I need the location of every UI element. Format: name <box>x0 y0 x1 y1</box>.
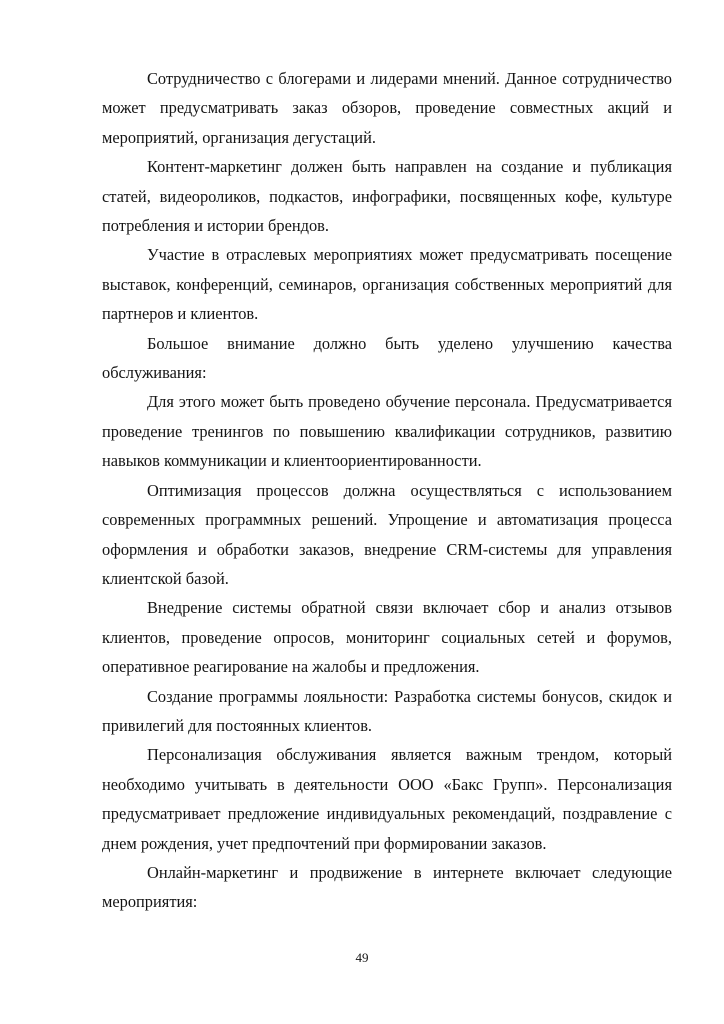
body-text <box>102 64 672 917</box>
paragraph-feedback-system: Внедрение системы обратной связи включает сбор и анализ отзывов клиентов, проведение опросов, мониторинг социальных сетей и форумов, оперативное реагирование на жалобы и предложения. <box>102 598 672 677</box>
paragraph-online-marketing: Онлайн-маркетинг и продвижение в интернете включает следующие мероприятия: <box>102 862 672 912</box>
paragraph-service-quality: Большое внимание должно быть уделено улучшению качества обслуживания: <box>102 333 672 383</box>
paragraph-loyalty-program: Создание программы лояльности: Разработка системы бонусов, скидок и привилегий для постоянных клиентов. <box>102 686 672 735</box>
paragraph-staff-training: Для этого может быть проведено обучение персонала. Предусматривается проведение тренингов по повышению квалификации сотрудников, развитию навыков коммуникации и клиентоориентированности. <box>102 392 672 471</box>
paragraph-industry-events: Участие в отраслевых мероприятиях может предусматривать посещение выставок, конференций, семинаров, организация собственных мероприятий для партнеров и клиентов. <box>102 245 672 324</box>
page-number: 49 <box>355 950 369 965</box>
paragraph-personalization: Персонализация обслуживания является важным трендом, который необходимо учитывать в деятельности ООО «Бакс Групп». Персонализация предусматривает предложение индивидуальных рекомендаций, поздравление с днем рождения, учет предпочтений при формировании заказов. <box>102 745 672 853</box>
paragraph-process-optimization: Оптимизация процессов должна осуществляться с использованием современных программных решений. Упрощение и автоматизация процесса оформления и обработки заказов, внедрение CRM-системы для управления клиентской базой. <box>102 480 672 588</box>
paragraph-content-marketing: Контент-маркетинг должен быть направлен на создание и публикация статей, видеороликов, подкастов, инфографики, посвященных кофе, культуре потребления и истории брендов. <box>102 157 672 236</box>
paragraph-bloggers: Сотрудничество с блогерами и лидерами мнений. Данное сотрудничество может предусматривать заказ обзоров, проведение совместных акций и мероприятий, организация дегустаций. <box>102 69 672 147</box>
